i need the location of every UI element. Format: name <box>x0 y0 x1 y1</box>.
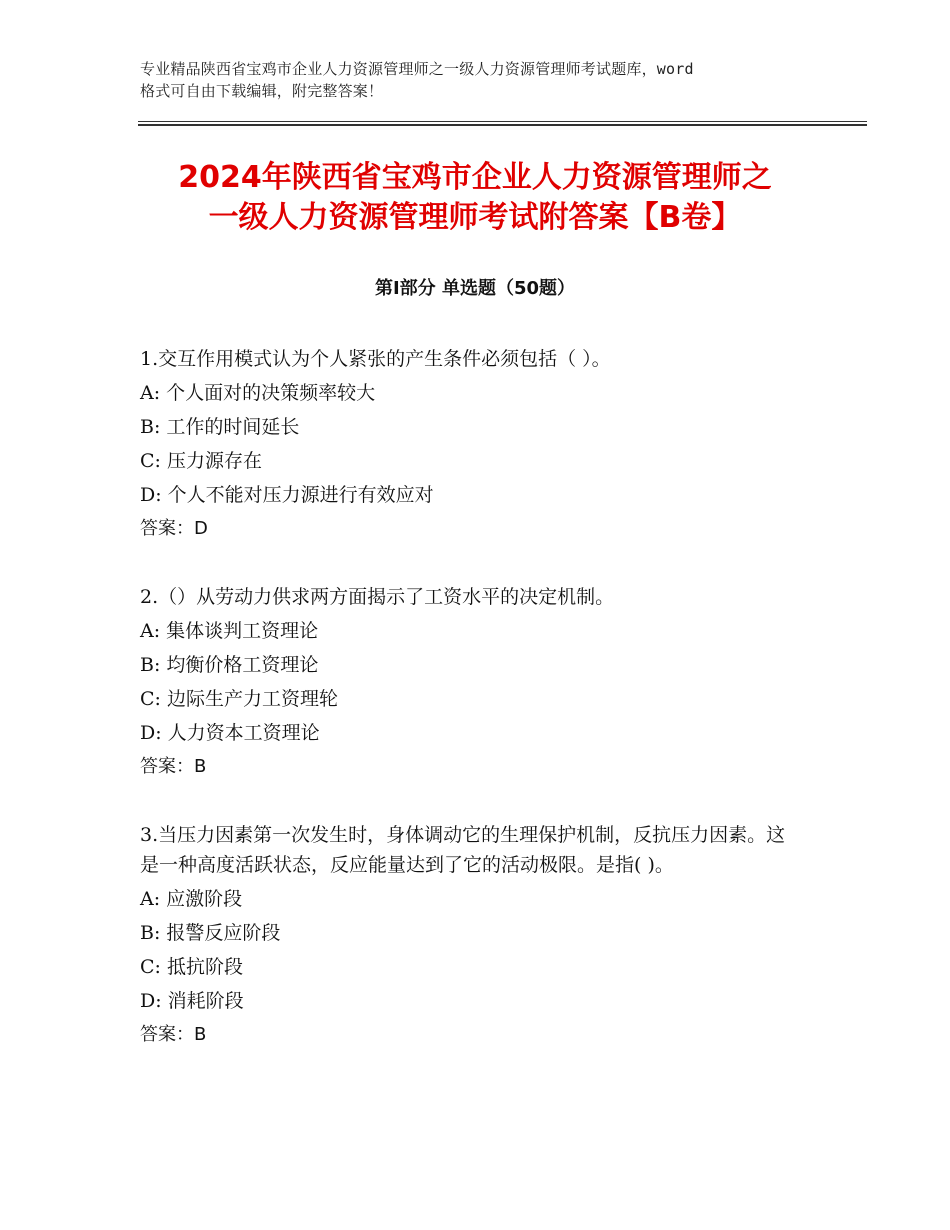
answer-line <box>140 1020 820 1050</box>
option-b: B: 工作的时间延长 <box>140 416 300 438</box>
option-b: B: 报警反应阶段 <box>140 922 281 944</box>
answer-line <box>140 514 820 544</box>
document-title <box>100 158 850 238</box>
question-stem: 3.当压力因素第一次发生时，身体调动它的生理保护机制，反抗压力因素。这是一种高度活跃状态，反应能量达到了它的活动极限。是指( )。 <box>140 824 786 876</box>
question-stem: 1.交互作用模式认为个人紧张的产生条件必须包括（ ）。 <box>140 348 611 370</box>
option-a: A: 集体谈判工资理论 <box>140 620 319 642</box>
header-divider-thin <box>138 121 867 122</box>
question-list <box>140 344 820 1088</box>
option-d: D: 消耗阶段 <box>140 990 244 1012</box>
option-d: D: 人力资本工资理论 <box>140 722 320 744</box>
section-heading: 第Ⅰ部分 单选题（50题） <box>374 278 575 299</box>
answer-label: 答案： <box>140 1024 194 1045</box>
header-note <box>140 58 830 102</box>
option-d: D: 个人不能对压力源进行有效应对 <box>140 484 434 506</box>
question-1 <box>140 344 820 544</box>
header-note-line-2: 格式可自由下载编辑，附完整答案！ <box>140 82 384 100</box>
option-a: A: 应激阶段 <box>140 888 243 910</box>
title-line-2: 一级人力资源管理师考试附答案【B卷】 <box>208 200 742 235</box>
answer-value: B <box>194 1024 207 1045</box>
option-b: B: 均衡价格工资理论 <box>140 654 319 676</box>
option-a: A: 个人面对的决策频率较大 <box>140 382 376 404</box>
answer-label: 答案： <box>140 518 194 539</box>
header-note-line-1: 专业精品陕西省宝鸡市企业人力资源管理师之一级人力资源管理师考试题库，word <box>140 60 694 78</box>
option-c: C: 压力源存在 <box>140 450 262 472</box>
answer-value: B <box>194 756 207 777</box>
option-c: C: 边际生产力工资理轮 <box>140 688 338 710</box>
question-stem: 2.（）从劳动力供求两方面揭示了工资水平的决定机制。 <box>140 586 615 608</box>
title-line-1: 2024年陕西省宝鸡市企业人力资源管理师之 <box>178 160 772 195</box>
answer-label: 答案： <box>140 756 194 777</box>
option-c: C: 抵抗阶段 <box>140 956 243 978</box>
question-3 <box>140 820 820 1050</box>
header-divider-thick <box>138 124 867 126</box>
answer-value: D <box>194 518 208 539</box>
question-2 <box>140 582 820 782</box>
answer-line <box>140 752 820 782</box>
